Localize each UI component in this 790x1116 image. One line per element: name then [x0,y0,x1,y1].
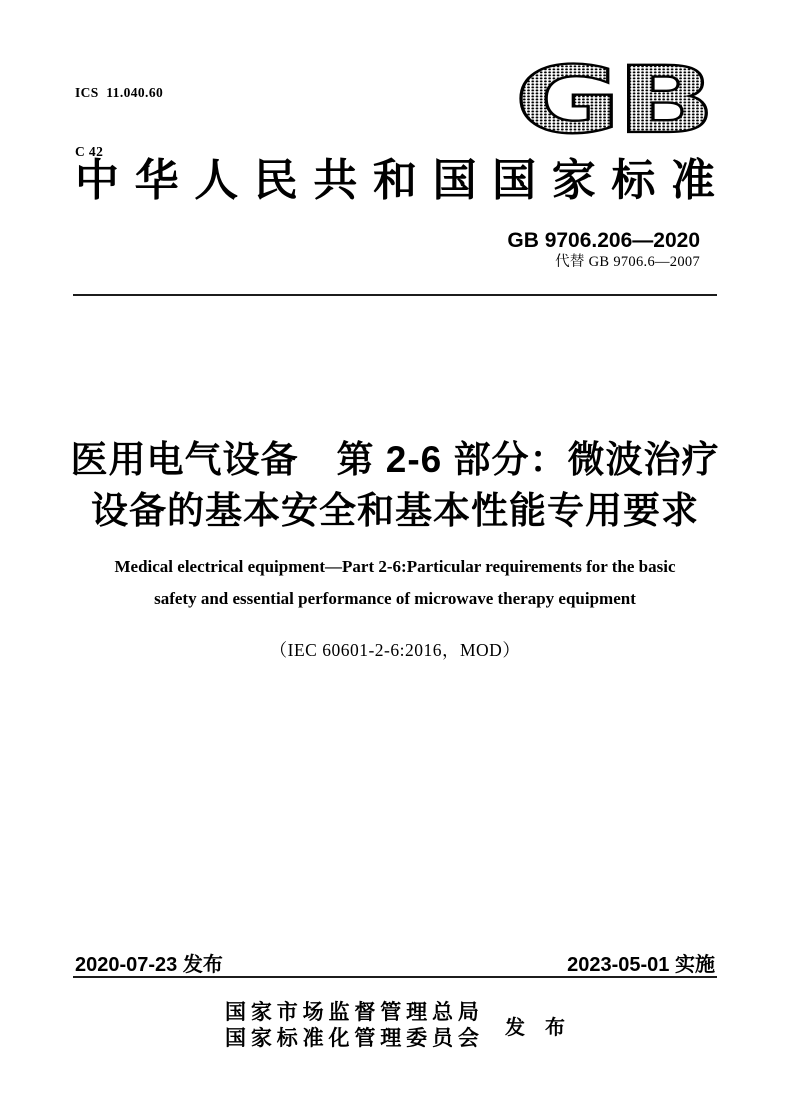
gb-logo-text: GB [514,53,712,147]
national-standard-title: 中 华 人 民 共 和 国 国 家 标 准 [75,156,715,205]
standard-number: GB 9706.206—2020 [507,229,700,252]
chinese-title [0,434,790,536]
replaces-note: 代替 GB 9706.6—2007 [555,254,700,271]
chinese-title-line2: 设备的基本安全和基本性能专用要求 [91,490,699,532]
standard-number-block [507,229,700,271]
iec-reference: （IEC 60601-2-6:2016，MOD） [269,640,521,660]
footer-rule [73,976,717,978]
issuer-names [225,999,479,1051]
english-title-line2: safety and essential performance of microwave therapy equipment [154,589,636,609]
implementation-date: 2023-05-01 实施 [567,954,715,976]
date-row [75,948,715,977]
issuer-line-1: 国 家 市 场 监 督 管 理 总 局 [225,1000,479,1024]
issuer-line-2: 国 家 标 准 化 管 理 委 员 会 [225,1026,479,1051]
header-rule [73,294,717,296]
classification-code: C 42 [75,143,104,159]
gb-logo [514,53,712,147]
issue-date: 2020-07-23 发布 [75,954,223,976]
english-title-line1: Medical electrical equipment—Part 2-6:Particular requirements for the basic [114,557,676,576]
publish-label: 发 布 [505,1016,565,1039]
english-title [55,551,735,616]
chinese-title-line1: 医用电气设备 第 2-6 部分：微波治疗 [70,439,720,480]
ics-code: ICS 11.040.60 [75,85,164,101]
issuer-block [0,999,790,1051]
